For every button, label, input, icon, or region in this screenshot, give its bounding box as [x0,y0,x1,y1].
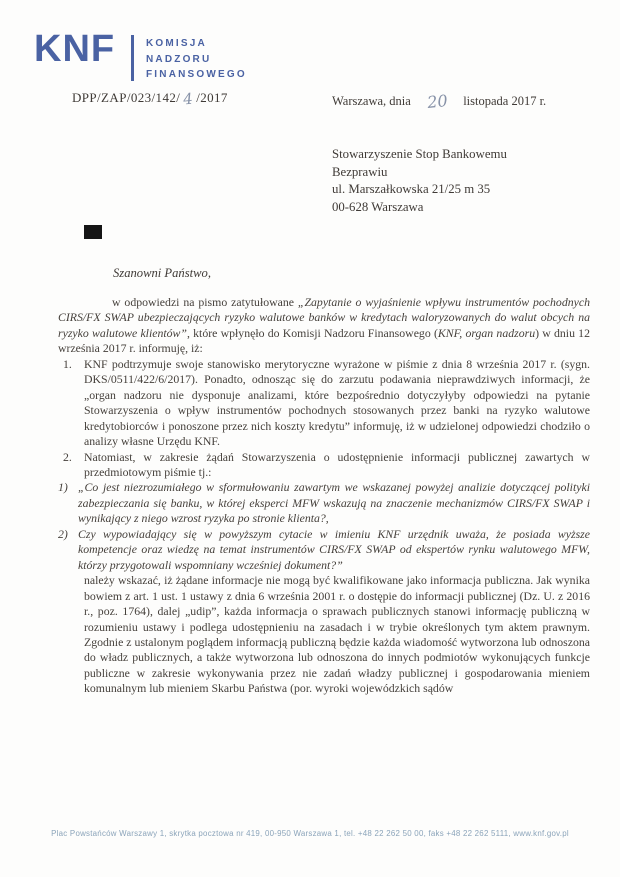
footer-contact-line: Plac Powstańców Warszawy 1, skrytka pocztowa nr 419, 00-950 Warszawa 1, tel. +48 22 262 50 00, faks +48 22 262 5111, www.knf.gov.pl [51,829,569,838]
quoted-question-1 [58,480,590,526]
recipient-address [332,146,507,216]
numbered-item-2 [58,450,590,481]
org-line-2: NADZORU [146,53,212,65]
item-2-number: 2. [63,449,72,464]
item-1-number: 1. [63,356,72,371]
intro-run-1: w odpowiedzi na pismo zatytułowane [112,295,298,309]
handwritten-day: 20 [426,90,449,113]
date-suffix: listopada 2017 r. [463,94,547,108]
quoted-question-2-text: Czy wypowiadający się w powyższym cytacie w imieniu KNF urzędnik uważa, że posiada wyższe kompetencje oraz wiedzę na temat instrumentów CIRS/FX SWAP od ekspertów rynku walutowego MFW, którzy przygotowali wspomniany wcześniej dokument?” [78,526,590,572]
quoted-question-1-number: 1) [58,480,68,495]
logo-divider [131,35,134,81]
salutation: Szanowni Państwo, [113,266,211,280]
org-line-3: FINANSOWEGO [146,69,247,80]
item-1-text: KNF podtrzymuje swoje stanowisko merytoryczne wyrażone w piśmie z dnia 8 września 2017 r. (sygn. DKS/0511/422/6/2017). Ponadto, odnosząc się do zarzutu podawania nieprawdziwych informacji, że „organ nadzoru nie dysponuje analizami, które bezpośrednio dotyczyłyby odpowiedzi na pytanie Stowarzyszenia o wpływ instrumentów pochodnych stosowanych przez banki na ryzyko walutowe kredytobiorców i ponoszone przez nich koszty kredytu” informuję, iż w udzielonej odpowiedzi chodziło o analizy własne Urzędu KNF. [84,356,590,449]
intro-run-5: ) w dniu 12 września 2017 r. informuję, iż: [58,325,590,356]
date-line [332,90,547,113]
org-line-1: KOMISJA [146,38,207,49]
quoted-question-1-text: „Co jest niezrozumiałego w sformułowaniu zawartym we wskazanej powyżej analizie dotyczącej polityki zabezpieczania się banku, w której eksperci MFW wskazują na znaczenie mechanizmów CIRS/FX SWAP i wynikający z niego wzrost ryzyka po stronie klienta?, [78,480,590,526]
item-2-text: Natomiast, w zakresie żądań Stowarzyszenia o udostępnienie informacji publicznej zawartych w przedmiotowym piśmie tj.: [84,449,590,479]
numbered-item-1 [58,357,590,450]
redaction-mark [84,225,102,239]
date-prefix: Warszawa, dnia [332,94,411,108]
reference-suffix: /2017 [196,90,228,105]
intro-run-3: , które wpłynęło do Komisji Nadzoru Finansowego ( [186,325,438,340]
reference-prefix: DPP/ZAP/023/142/ [72,90,181,105]
quoted-question-2 [58,527,590,573]
intro-quoted-title: „Zapytanie o wyjaśnienie wpływu instrumentów pochodnych CIRS/FX SWAP ubezpieczających ryzyko walutowe banków w kredytach waloryzowanych do walut obcych na ryzyko walutowe klientów” [58,295,590,340]
knf-logo: KNF [34,28,116,70]
recipient-line-1: Stowarzyszenie Stop Bankowemu [332,147,507,161]
reference-number [72,88,228,109]
recipient-line-4: 00-628 Warszawa [332,199,424,214]
handwritten-reference-digit: 4 [182,89,195,109]
letter-body [58,295,590,697]
recipient-line-3: ul. Marszałkowska 21/25 m 35 [332,182,491,197]
organization-name [146,36,247,83]
continuation-paragraph: należy wskazać, iż żądane informacje nie mogą być kwalifikowane jako informacja publiczna. Jak wynika bowiem z art. 1 ust. 1 ustawy z dnia 6 września 2001 r. o dostępie do informacji publicznej (Dz. U. z 2016 r., poz. 1764), dalej „udip”, każda informacja o sprawach publicznych stanowi informację publiczną w rozumieniu ustawy i podlega udostępnieniu na zasadach i w trybie określonych tym aktem prawnym. Zgodnie z ustalonym poglądem informacją publiczną będzie każda wiadomość wytworzona lub odnoszona do władz publicznych, a także wytworzona lub odnoszona do innych podmiotów wykonujących funkcje publiczne w zakresie wykonywania przez nie zadań władzy publicznej i gospodarowania mieniem komunalnym lub mieniem Skarbu Państwa (por. wyroki wojewódzkich sądów [84,573,590,696]
quoted-question-2-number: 2) [58,526,68,541]
intro-knf-abbrev: KNF, organ nadzoru [437,325,536,340]
intro-paragraph [58,295,590,357]
recipient-line-2: Bezprawiu [332,164,388,179]
